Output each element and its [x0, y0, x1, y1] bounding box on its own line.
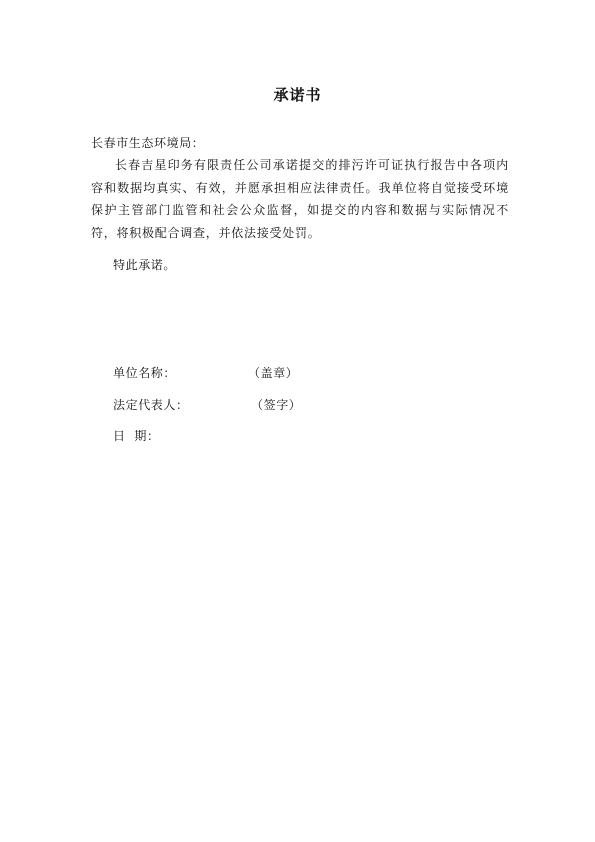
- unit-name-row: [113, 364, 463, 382]
- document-title: 承诺书: [273, 86, 322, 104]
- commitment-body: 长春吉星印务有限责任公司承诺提交的排污许可证执行报告中各项内容和数据均真实、有效，并愿承担相应法律责任。我单位将自觉接受环境保护主管部门监管和社会公众监督，如提交的内容和数据与实际情况不符，将积极配合调查，并依法接受处罚。: [91, 158, 509, 240]
- closing-line: 特此承诺。: [113, 258, 177, 272]
- signature-note: （签字）: [251, 398, 302, 412]
- legal-representative-label: 法定代表人：: [113, 398, 189, 412]
- unit-name-label: 单位名称：: [113, 366, 177, 380]
- recipient-line: 长春市生态环境局：: [91, 136, 205, 150]
- seal-note: （盖章）: [248, 366, 299, 380]
- date-label: 日 期：: [113, 429, 160, 443]
- legal-representative-row: [113, 396, 463, 414]
- date-row: [113, 427, 463, 445]
